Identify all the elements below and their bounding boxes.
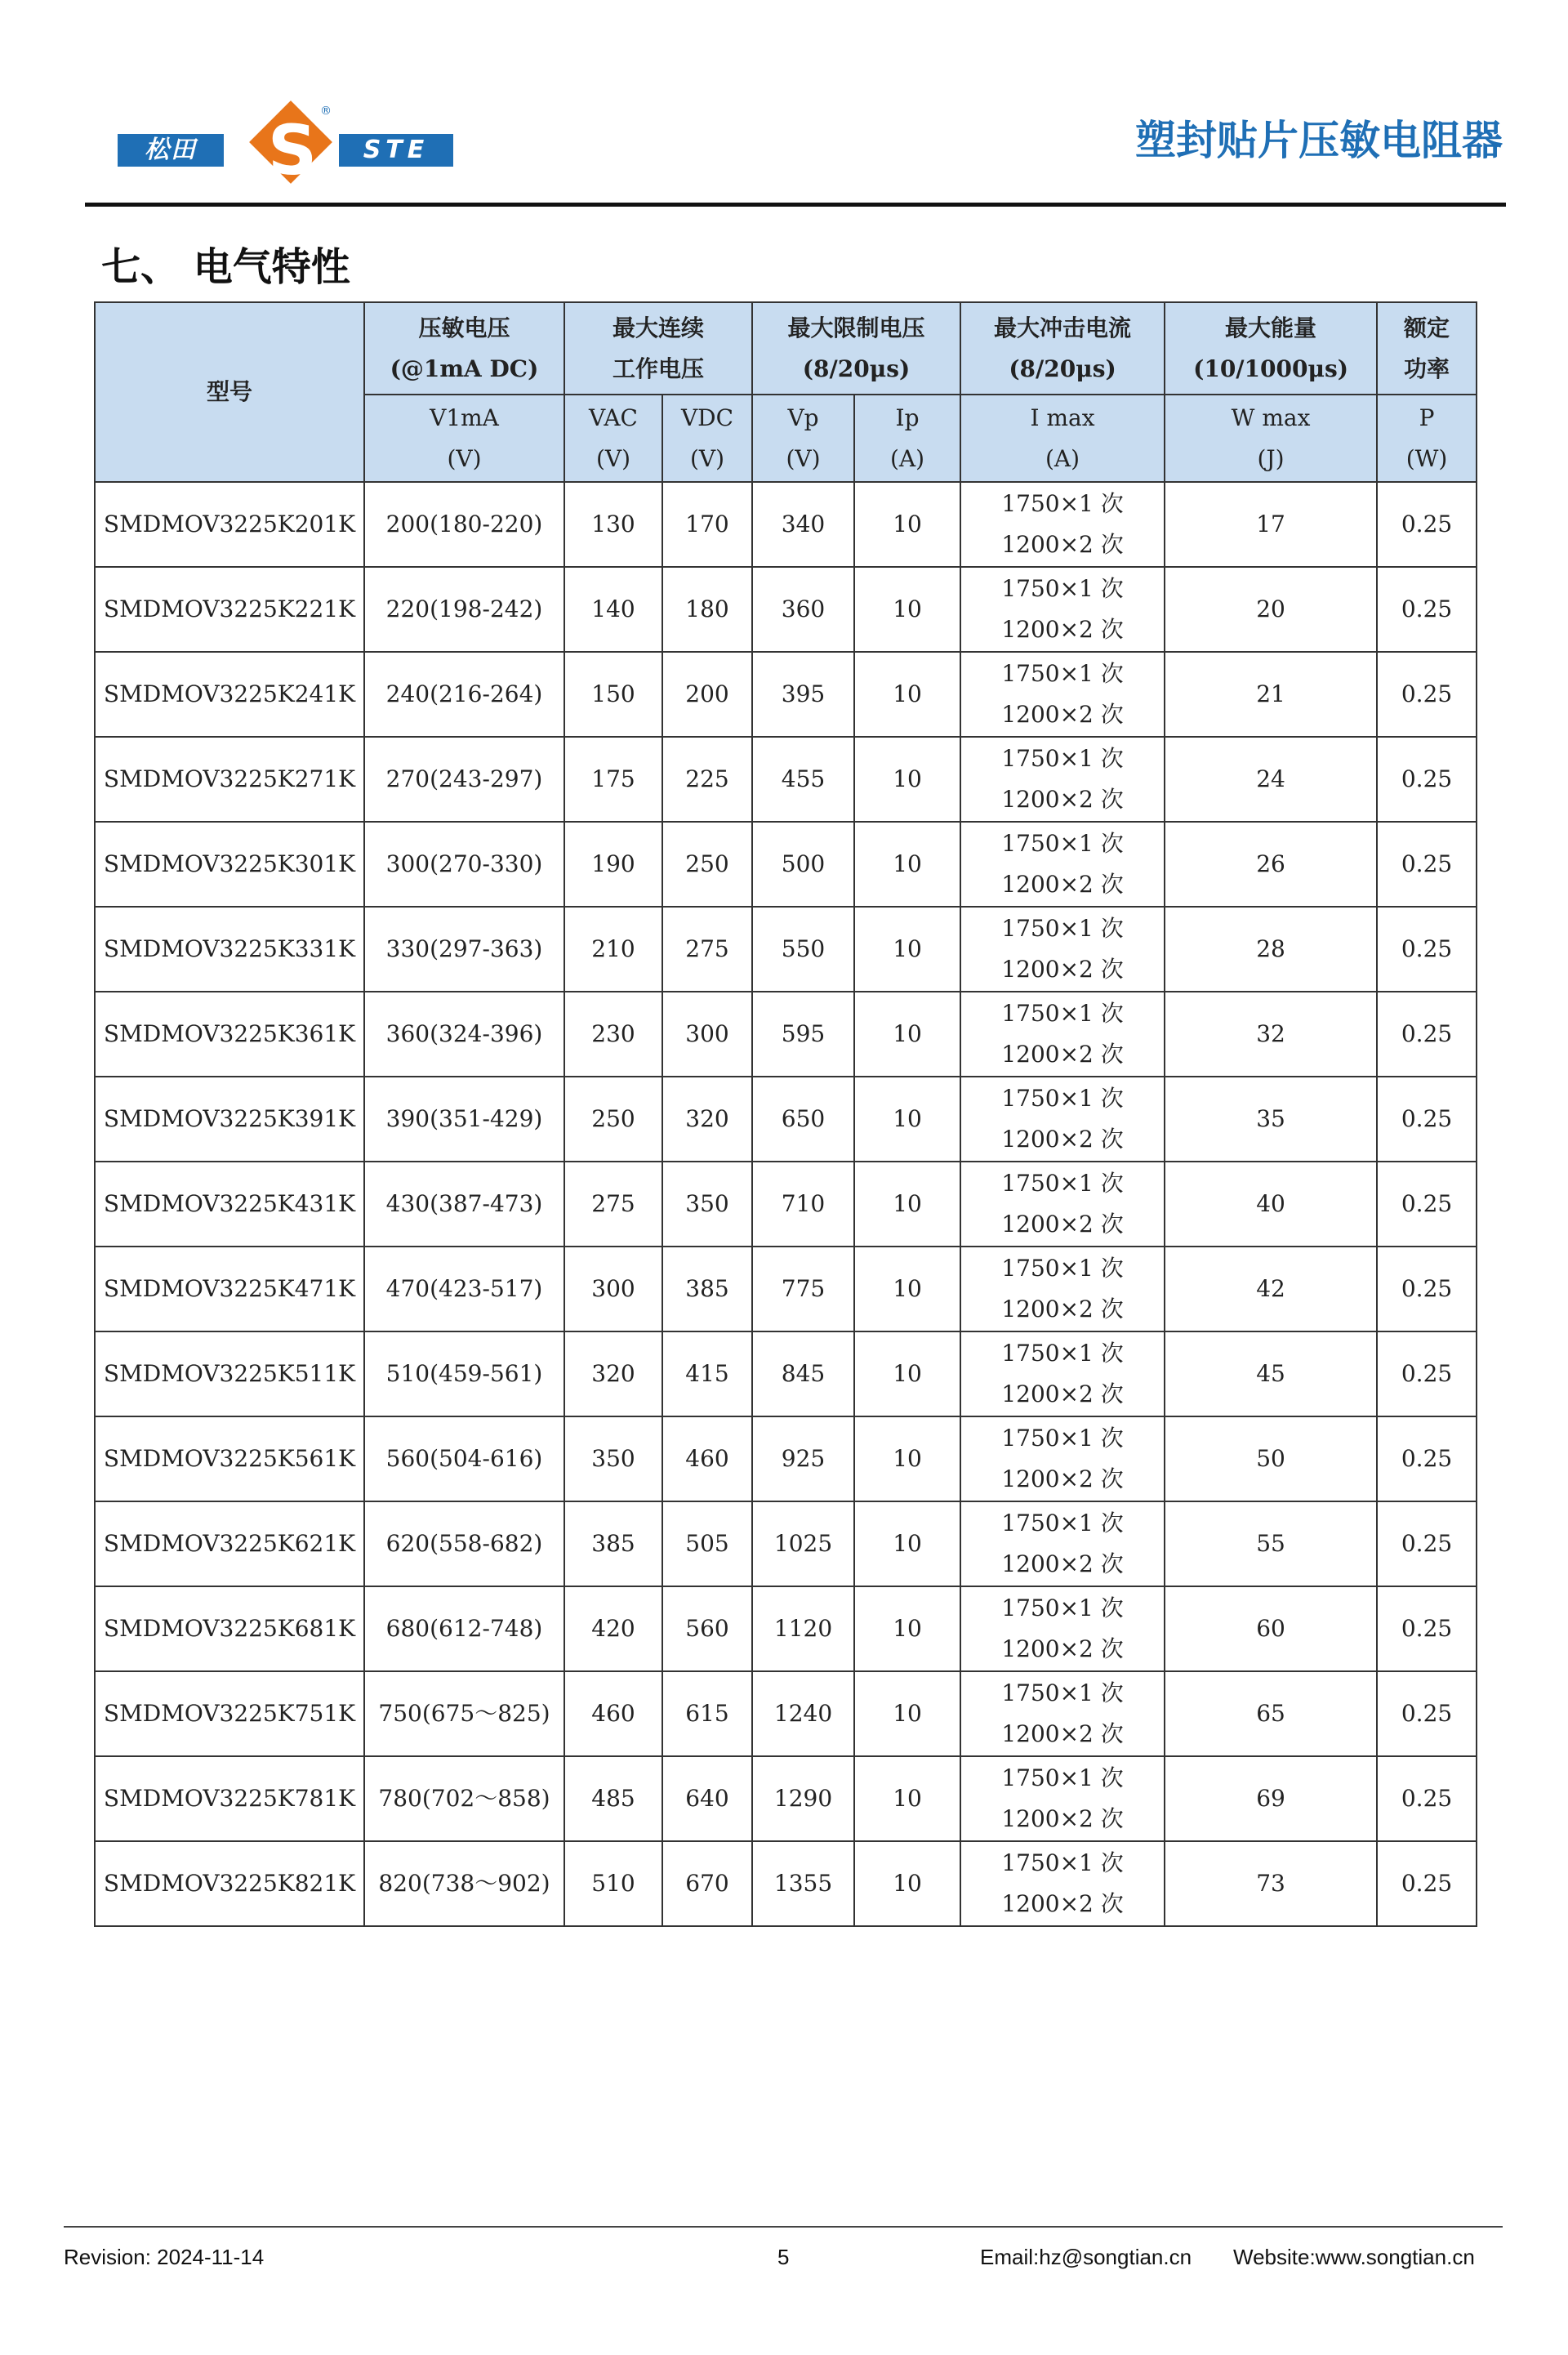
table-row: SMDMOV3225K331K 330(297-363) 210 275 550 10 1750×1 次 1200×2 次 28 0.25	[95, 907, 1477, 992]
logo-mark: S	[267, 110, 318, 190]
footer-divider	[64, 2226, 1503, 2228]
header-imax: I max (A)	[960, 395, 1165, 482]
header-ip: Ip (A)	[854, 395, 960, 482]
header-max-continuous-voltage: 最大连续 工作电压	[564, 302, 752, 395]
table-row: SMDMOV3225K511K 510(459-561) 320 415 845 10 1750×1 次 1200×2 次 45 0.25	[95, 1331, 1477, 1416]
table-row: SMDMOV3225K561K 560(504-616) 350 460 925 10 1750×1 次 1200×2 次 50 0.25	[95, 1416, 1477, 1501]
page-number: 5	[777, 2245, 790, 2269]
header-vdc: VDC (V)	[662, 395, 752, 482]
table-row: SMDMOV3225K271K 270(243-297) 175 225 455 10 1750×1 次 1200×2 次 24 0.25	[95, 737, 1477, 822]
revision-date: Revision: 2024-11-14	[64, 2245, 265, 2269]
table-row: SMDMOV3225K221K 220(198-242) 140 180 360 10 1750×1 次 1200×2 次 20 0.25	[95, 567, 1477, 652]
table-row: SMDMOV3225K201K 200(180-220) 130 170 340 10 1750×1 次 1200×2 次 17 0.25	[95, 482, 1477, 567]
table-row: SMDMOV3225K361K 360(324-396) 230 300 595 10 1750×1 次 1200×2 次 32 0.25	[95, 992, 1477, 1077]
table-row: SMDMOV3225K821K 820(738～902) 510 670 1355 10 1750×1 次 1200×2 次 73 0.25	[95, 1841, 1477, 1926]
header-max-clamping-voltage: 最大限制电压 (8/20μs)	[752, 302, 960, 395]
table-row: SMDMOV3225K471K 470(423-517) 300 385 775 10 1750×1 次 1200×2 次 42 0.25	[95, 1247, 1477, 1331]
header-varistor-voltage: 压敏电压 (@1mA DC)	[364, 302, 564, 395]
logo-text-right: STE	[339, 134, 453, 167]
header-p: P (W)	[1377, 395, 1477, 482]
electrical-characteristics-table	[94, 301, 1477, 1927]
header-divider	[85, 203, 1506, 207]
table-row: SMDMOV3225K301K 300(270-330) 190 250 500 10 1750×1 次 1200×2 次 26 0.25	[95, 822, 1477, 907]
table-row: SMDMOV3225K681K 680(612-748) 420 560 1120 10 1750×1 次 1200×2 次 60 0.25	[95, 1586, 1477, 1671]
table-row: SMDMOV3225K781K 780(702～858) 485 640 1290 10 1750×1 次 1200×2 次 69 0.25	[95, 1756, 1477, 1841]
registered-mark: ®	[320, 105, 332, 118]
contact-website: Website:www.songtian.cn	[1233, 2245, 1475, 2269]
header-max-energy: 最大能量 (10/1000μs)	[1165, 302, 1377, 395]
company-logo	[114, 105, 457, 194]
table-row: SMDMOV3225K751K 750(675～825) 460 615 1240 10 1750×1 次 1200×2 次 65 0.25	[95, 1671, 1477, 1756]
header-vac: VAC (V)	[564, 395, 662, 482]
header-wmax: W max (J)	[1165, 395, 1377, 482]
header-v1ma: V1mA (V)	[364, 395, 564, 482]
document-title: 塑封贴片压敏电阻器	[1135, 117, 1503, 164]
table-row: SMDMOV3225K621K 620(558-682) 385 505 1025 10 1750×1 次 1200×2 次 55 0.25	[95, 1501, 1477, 1586]
section-title: 七、 电气特性	[101, 244, 350, 290]
header-model: 型号	[95, 302, 364, 482]
header-vp: Vp (V)	[752, 395, 854, 482]
logo-text-left: 松田	[118, 134, 224, 167]
header-rated-power: 额定 功率	[1377, 302, 1477, 395]
table-row: SMDMOV3225K431K 430(387-473) 275 350 710 10 1750×1 次 1200×2 次 40 0.25	[95, 1162, 1477, 1247]
table-row: SMDMOV3225K391K 390(351-429) 250 320 650 10 1750×1 次 1200×2 次 35 0.25	[95, 1077, 1477, 1162]
table-row: SMDMOV3225K241K 240(216-264) 150 200 395 10 1750×1 次 1200×2 次 21 0.25	[95, 652, 1477, 737]
header-max-surge-current: 最大冲击电流 (8/20μs)	[960, 302, 1165, 395]
contact-email: Email:hz@songtian.cn	[980, 2245, 1192, 2269]
